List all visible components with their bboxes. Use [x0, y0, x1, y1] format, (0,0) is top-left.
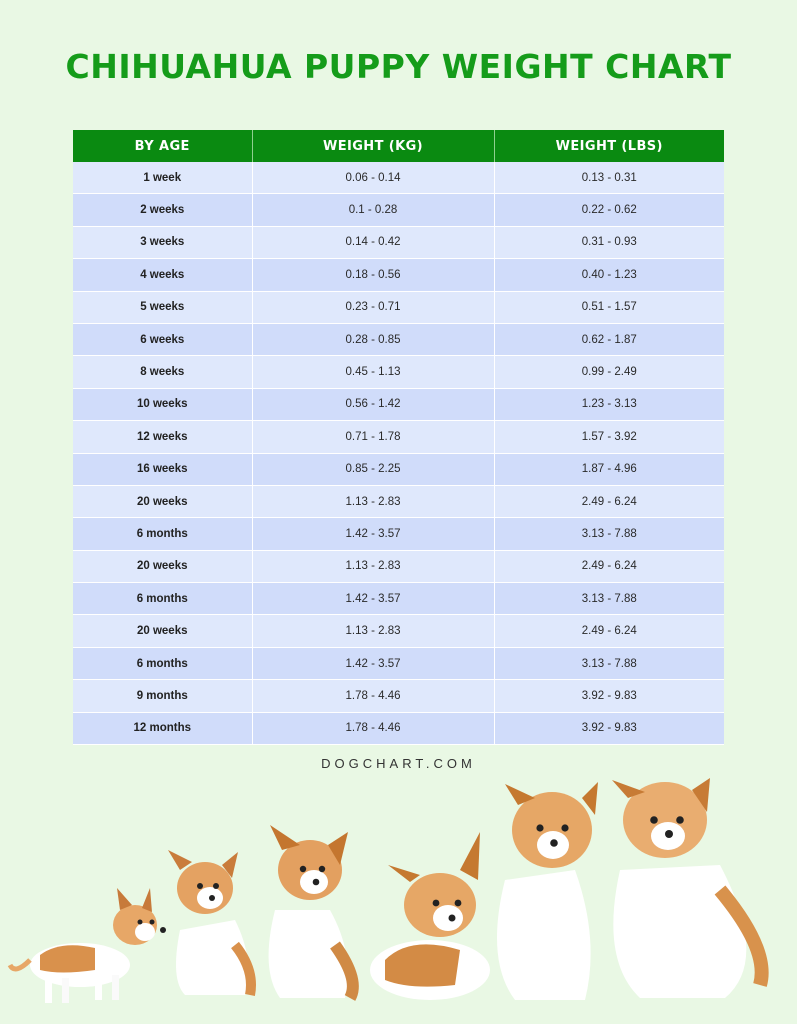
cell-weight-lbs: 2.49 - 6.24 [494, 485, 724, 517]
puppy-1 [10, 888, 166, 1003]
cell-age: 6 months [73, 583, 252, 615]
table-row [73, 162, 724, 194]
table-row [73, 194, 724, 226]
cell-age: 9 months [73, 680, 252, 712]
chart-title: CHIHUAHUA PUPPY WEIGHT CHART [65, 47, 732, 86]
cell-weight-kg: 0.71 - 1.78 [252, 421, 494, 453]
cell-age: 12 months [73, 712, 252, 744]
table-row [73, 291, 724, 323]
cell-weight-lbs: 0.13 - 0.31 [494, 162, 724, 194]
cell-weight-lbs: 0.40 - 1.23 [494, 259, 724, 291]
table-row [73, 356, 724, 388]
cell-weight-kg: 0.18 - 0.56 [252, 259, 494, 291]
cell-weight-lbs: 0.31 - 0.93 [494, 226, 724, 258]
cell-age: 20 weeks [73, 550, 252, 582]
cell-weight-kg: 0.45 - 1.13 [252, 356, 494, 388]
cell-age: 10 weeks [73, 388, 252, 420]
cell-weight-kg: 1.42 - 3.57 [252, 583, 494, 615]
header-weight-lbs: WEIGHT (LBS) [494, 130, 724, 162]
cell-age: 5 weeks [73, 291, 252, 323]
table-row [73, 647, 724, 679]
cell-weight-kg: 1.78 - 4.46 [252, 712, 494, 744]
table-row [73, 323, 724, 355]
table-header [73, 130, 724, 162]
puppy-6 [612, 778, 762, 998]
cell-weight-lbs: 3.13 - 7.88 [494, 647, 724, 679]
cell-age: 6 weeks [73, 323, 252, 355]
table-row [73, 388, 724, 420]
weight-table [73, 130, 724, 745]
weight-table-container [73, 130, 724, 745]
cell-age: 16 weeks [73, 453, 252, 485]
cell-weight-kg: 1.42 - 3.57 [252, 518, 494, 550]
table-row [73, 453, 724, 485]
cell-weight-lbs: 1.87 - 4.96 [494, 453, 724, 485]
cell-age: 1 week [73, 162, 252, 194]
cell-weight-kg: 0.56 - 1.42 [252, 388, 494, 420]
table-row [73, 259, 724, 291]
table-row [73, 583, 724, 615]
source-credit: DOGCHART.COM [321, 756, 476, 771]
cell-weight-kg: 1.42 - 3.57 [252, 647, 494, 679]
table-row [73, 518, 724, 550]
cell-age: 8 weeks [73, 356, 252, 388]
cell-weight-kg: 0.23 - 0.71 [252, 291, 494, 323]
table-row [73, 421, 724, 453]
cell-weight-lbs: 1.57 - 3.92 [494, 421, 724, 453]
cell-age: 20 weeks [73, 615, 252, 647]
cell-weight-lbs: 3.13 - 7.88 [494, 583, 724, 615]
cell-age: 4 weeks [73, 259, 252, 291]
cell-weight-lbs: 2.49 - 6.24 [494, 550, 724, 582]
cell-weight-kg: 0.28 - 0.85 [252, 323, 494, 355]
cell-weight-kg: 1.13 - 2.83 [252, 485, 494, 517]
cell-weight-kg: 1.13 - 2.83 [252, 615, 494, 647]
cell-weight-lbs: 2.49 - 6.24 [494, 615, 724, 647]
cell-weight-lbs: 3.92 - 9.83 [494, 712, 724, 744]
cell-weight-kg: 0.06 - 0.14 [252, 162, 494, 194]
cell-age: 12 weeks [73, 421, 252, 453]
cell-weight-lbs: 0.99 - 2.49 [494, 356, 724, 388]
cell-weight-kg: 1.13 - 2.83 [252, 550, 494, 582]
cell-weight-kg: 0.14 - 0.42 [252, 226, 494, 258]
puppy-5 [497, 782, 598, 1000]
table-row [73, 712, 724, 744]
cell-weight-lbs: 3.13 - 7.88 [494, 518, 724, 550]
header-weight-kg: WEIGHT (KG) [252, 130, 494, 162]
puppy-2 [168, 850, 251, 995]
cell-weight-lbs: 1.23 - 3.13 [494, 388, 724, 420]
table-row [73, 550, 724, 582]
cell-weight-kg: 0.85 - 2.25 [252, 453, 494, 485]
cell-age: 6 months [73, 518, 252, 550]
cell-weight-lbs: 0.62 - 1.87 [494, 323, 724, 355]
table-body [73, 162, 724, 745]
header-age: BY AGE [73, 130, 252, 162]
cell-age: 6 months [73, 647, 252, 679]
cell-weight-kg: 0.1 - 0.28 [252, 194, 494, 226]
chihuahua-puppies-illustration [0, 770, 797, 1024]
puppy-3 [269, 825, 353, 998]
table-row [73, 615, 724, 647]
table-row [73, 680, 724, 712]
cell-age: 3 weeks [73, 226, 252, 258]
cell-age: 20 weeks [73, 485, 252, 517]
cell-weight-lbs: 0.51 - 1.57 [494, 291, 724, 323]
table-row [73, 226, 724, 258]
puppy-4 [370, 832, 490, 1000]
cell-weight-kg: 1.78 - 4.46 [252, 680, 494, 712]
cell-weight-lbs: 0.22 - 0.62 [494, 194, 724, 226]
cell-weight-lbs: 3.92 - 9.83 [494, 680, 724, 712]
cell-age: 2 weeks [73, 194, 252, 226]
table-row [73, 485, 724, 517]
